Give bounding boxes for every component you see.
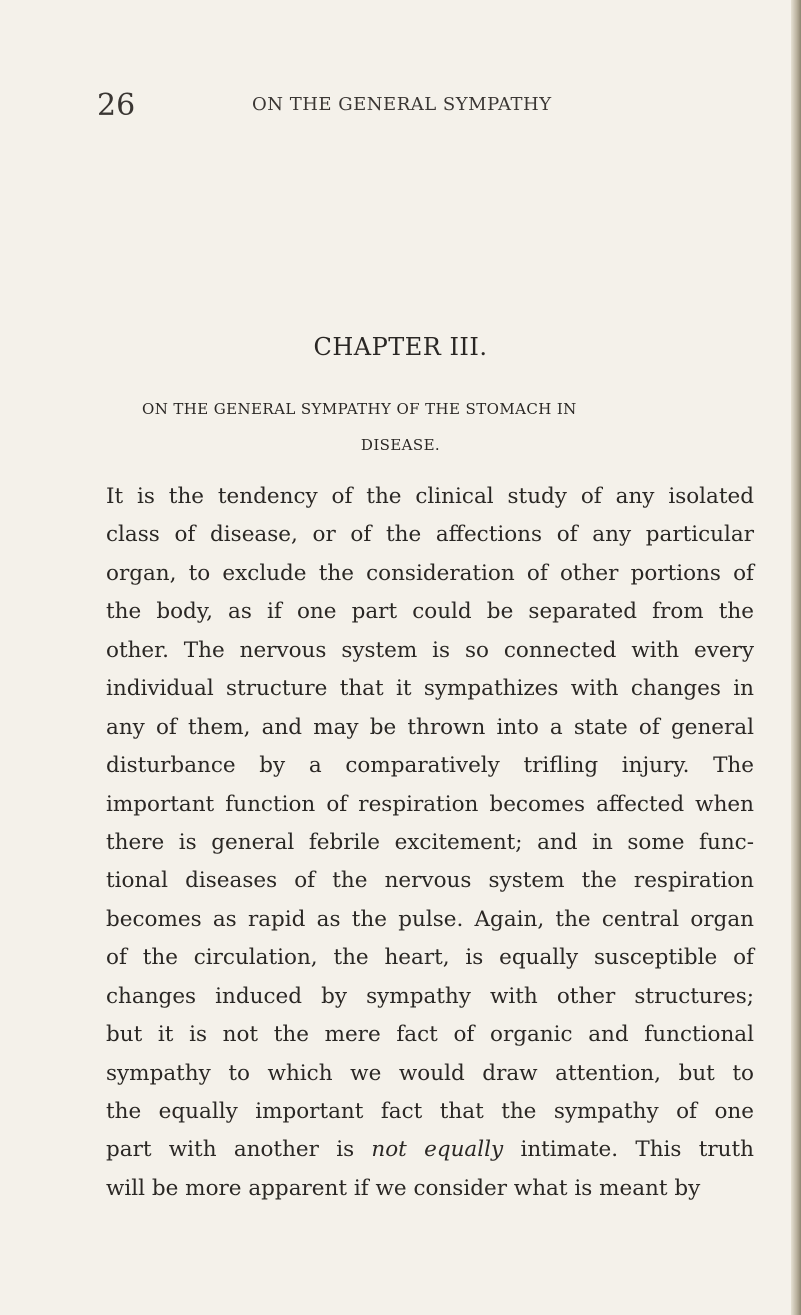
body-line-18 — [106, 1131, 754, 1169]
body-line-8: disturbance by a comparatively trifling injury. The — [106, 753, 754, 779]
page-number: 26 — [97, 88, 136, 123]
page-edge-shadow — [791, 0, 801, 1315]
body-line-19: will be more apparent if we consider what is meant by — [106, 1175, 701, 1201]
body-line-5: other. The nervous system is so connected with every — [106, 637, 754, 663]
body-line-14: changes induced by sympathy with other structures; — [106, 983, 754, 1009]
body-line-17: the equally important fact that the sympathy of one — [106, 1099, 754, 1124]
body-line-11: tional diseases of the nervous system the respiration — [106, 868, 754, 894]
body-line-16: sympathy to which we would draw attention, but to — [106, 1060, 754, 1086]
emphasis-not-equally: not equally — [371, 1137, 504, 1163]
body-paragraph — [106, 478, 754, 1208]
body-line-1: It is the tendency of the clinical study of any isolated — [106, 484, 754, 509]
chapter-subtitle-line-2: DISEASE. — [360, 436, 441, 454]
body-line-6: individual structure that it sympathizes with changes in — [106, 676, 754, 702]
body-line-18-start: part with another is — [106, 1137, 355, 1163]
body-line-3: organ, to exclude the consideration of other portions of — [106, 560, 754, 586]
body-line-7: any of them, and may be thrown into a state of general — [106, 714, 754, 740]
body-line-4: the body, as if one part could be separated from the — [106, 599, 754, 625]
body-line-9: important function of respiration becomes affected when — [106, 791, 754, 817]
chapter-subtitle-line-1: ON THE GENERAL SYMPATHY OF THE STOMACH IN — [142, 400, 577, 418]
chapter-title: CHAPTER III. — [313, 333, 488, 361]
body-line-15: but it is not the mere fact of organic and functional — [106, 1022, 754, 1048]
body-line-12: becomes as rapid as the pulse. Again, the central organ — [106, 906, 754, 932]
body-line-13: of the circulation, the heart, is equally susceptible of — [106, 945, 754, 971]
body-line-10: there is general febrile excitement; and in some func- — [106, 829, 754, 855]
body-line-18-end: intimate. This truth — [520, 1137, 754, 1163]
running-head: ON THE GENERAL SYMPATHY — [252, 94, 552, 115]
body-line-2: class of disease, or of the affections of any particular — [106, 522, 754, 548]
